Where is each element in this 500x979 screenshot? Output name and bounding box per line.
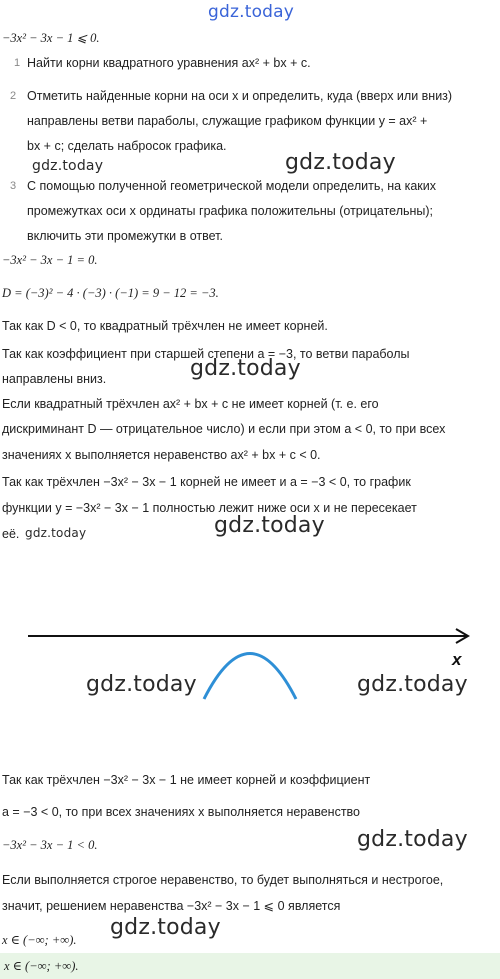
discriminant: D = (−3)² − 4 · (−3) · (−1) = 9 − 12 = −3. [2,286,219,300]
step-line: направлены ветви параболы, служащие графиком функции y = ax² + [27,114,428,128]
watermark: gdz.today [86,672,197,697]
text-line: Так как трёхчлен −3x² − 3x − 1 корней не имеет и a = −3 < 0, то график [2,475,411,489]
text-line: Так как трёхчлен −3x² − 3x − 1 не имеет корней и коэффициент [2,773,371,787]
text-line: a = −3 < 0, то при всех значениях x выполняется неравенство [2,805,360,819]
equation: −3x² − 3x − 1 = 0. [2,253,98,267]
text-line: значениях x выполняется неравенство ax² + bx + c < 0. [2,448,321,462]
text-line: Так как D < 0, то квадратный трёхчлен не имеет корней. [2,319,328,333]
step-line: С помощью полученной геометрической модели определить, на каких [27,179,437,193]
text-line: функции y = −3x² − 3x − 1 полностью лежит ниже оси x и не пересекает [2,501,417,515]
watermark: gdz.today [190,356,301,381]
watermark: gdz.today [357,672,468,697]
watermark: gdz.today [110,915,221,940]
step-line: Отметить найденные корни на оси x и определить, куда (вверх или вниз) [27,89,453,103]
text-line: её. [2,527,20,541]
watermark-top: gdz.today [208,2,295,22]
text-line: направлены вниз. [2,372,107,386]
step-line: bx + c; сделать набросок графика. [27,139,227,153]
step-number: 1 [14,57,21,69]
watermark: gdz.today [357,827,468,852]
watermark: gdz.today [285,150,396,175]
text-line: −3x² − 3x − 1 < 0. [2,838,98,852]
text-line: x ∈ (−∞; +∞). [2,933,77,947]
parabola-curve [204,654,296,700]
header-inequality: −3x² − 3x − 1 ⩽ 0. [2,31,100,45]
watermark: gdz.today [214,513,325,538]
text-line: Если квадратный трёхчлен ax² + bx + c не имеет корней (т. е. его [2,397,379,411]
text-line: дискриминант D — отрицательное число) и если при этом a < 0, то при всех [2,422,446,436]
step-number: 3 [10,180,17,192]
step-line: включить эти промежутки в ответ. [27,229,223,243]
answer: x ∈ (−∞; +∞). [4,959,79,973]
watermark: gdz.today [25,526,87,540]
step-line: промежутках оси x ординаты графика положительны (отрицательны); [27,204,434,218]
text-line: Если выполняется строгое неравенство, то будет выполняться и нестрогое, [2,873,444,887]
step-line: Найти корни квадратного уравнения ax² + bx + c. [27,56,311,70]
axis-label: x [452,650,462,669]
watermark: gdz.today [32,158,104,174]
text-line: Так как коэффициент при старшей степени a = −3, то ветви параболы [2,347,410,361]
step-number: 2 [10,90,17,102]
text-line: значит, решением неравенства −3x² − 3x − 1 ⩽ 0 является [2,899,341,913]
